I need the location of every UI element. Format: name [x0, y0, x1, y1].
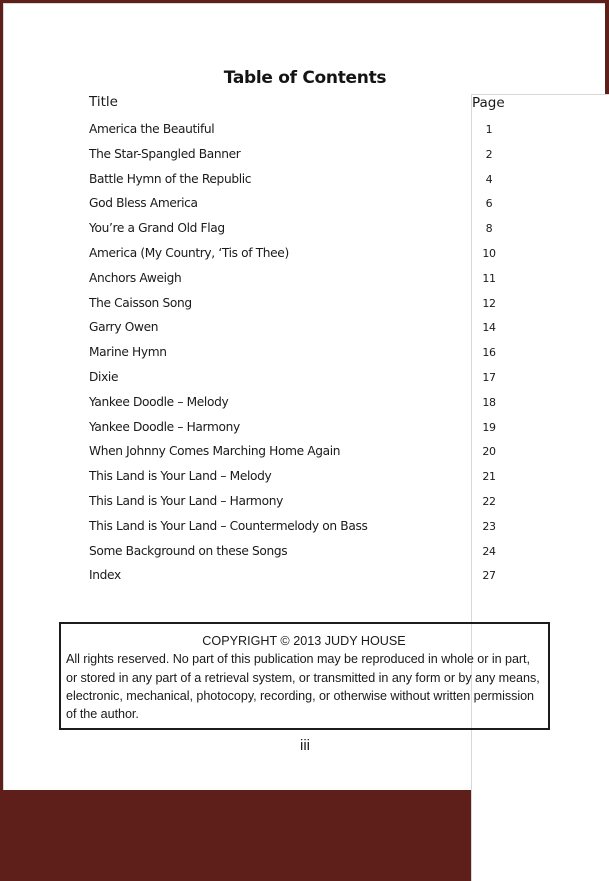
toc-entry	[89, 516, 509, 541]
entry-title: Index	[89, 568, 121, 583]
page-title: Table of Contents	[223, 68, 387, 88]
entry-title: Battle Hymn of the Republic	[89, 171, 252, 186]
entry-page: 18	[482, 395, 496, 409]
copyright-line: COPYRIGHT © 2013 JUDY HOUSE	[202, 634, 406, 648]
entry-page: 22	[482, 494, 496, 508]
entry-title: Anchors Aweigh	[89, 270, 182, 285]
entry-page: 12	[482, 296, 496, 310]
entry-page: 10	[482, 246, 496, 260]
entry-page: 27	[482, 569, 496, 583]
copyright-body: All rights reserved. No part of this publication may be reproduced in whole or in part, or stored in any part of a retrieval system, or transmitted in any form or by any means, electronic, mechanical, photocopy, recording, or otherwise without written permission of the author.	[66, 652, 540, 722]
entry-title: When Johnny Comes Marching Home Again	[89, 444, 341, 459]
entry-title: Dixie	[89, 369, 119, 384]
toc-entry	[89, 541, 509, 566]
toc-entry	[89, 268, 509, 293]
entry-title: God Bless America	[89, 196, 198, 211]
column-header-page: Page	[471, 94, 609, 881]
toc-entry	[89, 392, 509, 417]
toc-entry	[89, 169, 509, 194]
page-number: iii	[300, 737, 310, 754]
entry-title: America (My Country, ‘Tis of Thee)	[89, 245, 289, 260]
toc-entry	[89, 342, 509, 367]
toc-list	[89, 119, 509, 590]
entry-page: 21	[482, 470, 496, 484]
entry-title: Yankee Doodle – Harmony	[89, 419, 240, 434]
entry-page: 8	[485, 222, 493, 236]
entry-title: The Star-Spangled Banner	[89, 146, 241, 161]
entry-title: The Caisson Song	[89, 295, 192, 310]
toc-entry	[89, 367, 509, 392]
entry-title: This Land is Your Land – Countermelody on Bass	[89, 518, 368, 533]
toc-entry	[89, 466, 509, 491]
entry-page: 19	[482, 420, 496, 434]
entry-page: 6	[485, 197, 493, 211]
entry-title: This Land is Your Land – Melody	[89, 469, 272, 484]
toc-entry	[89, 144, 509, 169]
entry-title: Some Background on these Songs	[89, 543, 288, 558]
toc-entry	[89, 491, 509, 516]
entry-title: Garry Owen	[89, 320, 159, 335]
document-page	[3, 3, 605, 790]
entry-title: America the Beautiful	[89, 122, 215, 136]
toc-entry	[89, 218, 509, 243]
toc-entry	[89, 417, 509, 442]
entry-title: Yankee Doodle – Melody	[89, 394, 229, 409]
copyright-notice	[59, 622, 550, 730]
toc-entry	[89, 441, 509, 466]
entry-page: 20	[482, 445, 496, 459]
entry-page: 24	[482, 544, 496, 558]
entry-page: 1	[485, 123, 493, 136]
toc-entry	[89, 193, 509, 218]
toc-entry	[89, 119, 509, 144]
entry-page: 14	[482, 321, 496, 335]
entry-page: 11	[482, 271, 496, 285]
column-header-title: Title	[89, 94, 118, 110]
toc-entry	[89, 293, 509, 318]
entry-page: 16	[482, 346, 496, 360]
entry-page: 23	[482, 519, 496, 533]
entry-title: This Land is Your Land – Harmony	[89, 493, 283, 508]
entry-title: You’re a Grand Old Flag	[89, 221, 225, 236]
entry-title: Marine Hymn	[89, 345, 167, 360]
entry-page: 17	[482, 370, 496, 384]
toc-entry	[89, 317, 509, 342]
entry-page: 2	[485, 147, 493, 161]
toc-entry	[89, 243, 509, 268]
entry-page: 4	[485, 172, 493, 186]
toc-entry	[89, 565, 509, 590]
